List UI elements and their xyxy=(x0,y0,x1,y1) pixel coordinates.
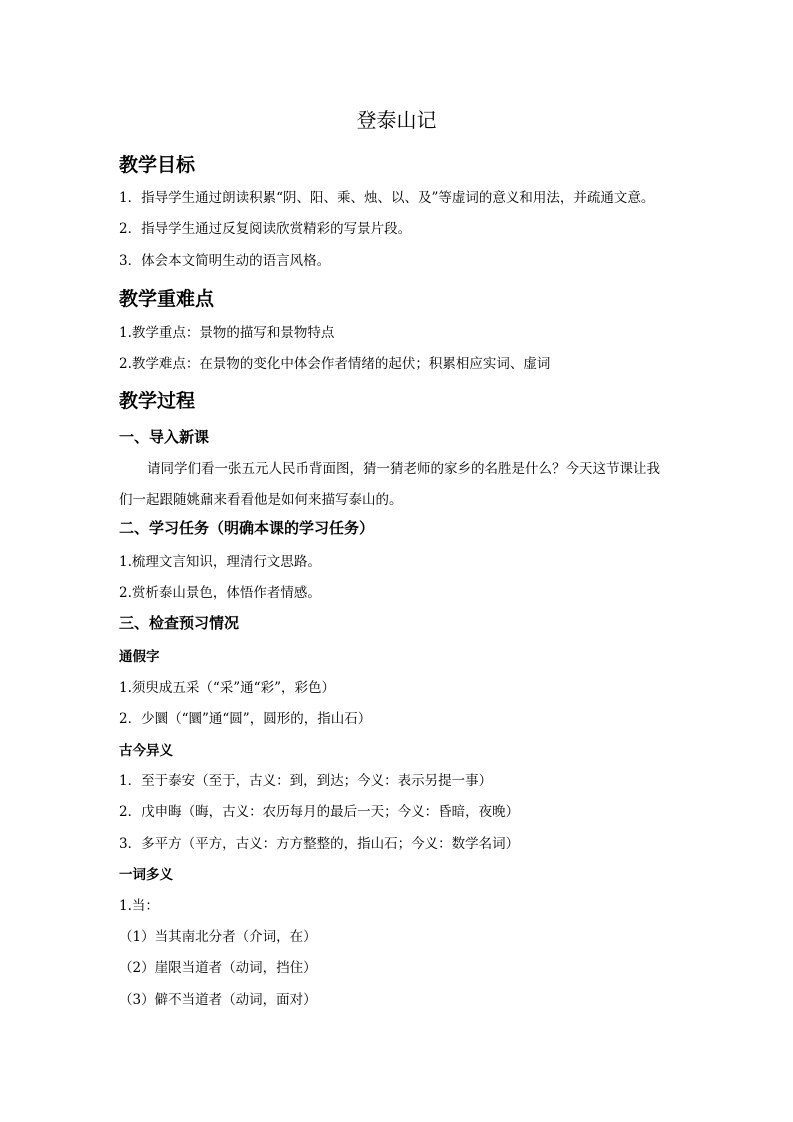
subsection-heading-preview: 三、检查预习情况 xyxy=(119,614,240,632)
intro-paragraph-line-2: 们一起跟随姚鼐来看看他是如何来描写泰山的。 xyxy=(119,492,403,508)
subsection-heading-tasks: 二、学习任务（明确本课的学习任务） xyxy=(119,519,375,537)
section-heading-process: 教学过程 xyxy=(119,390,196,412)
key-point-item-2: 2.教学难点：在景物的变化中体会作者情绪的起伏；积累相应实词、虚词 xyxy=(119,356,551,372)
tongjia-item-1: 1.须臾成五采（“采”通“彩”，彩色） xyxy=(119,680,335,696)
goal-item-3: 3．体会本文简明生动的语言风格。 xyxy=(119,253,331,269)
key-point-item-1: 1.教学重点：景物的描写和景物特点 xyxy=(119,325,335,341)
gujin-item-1: 1．至于泰安（至于，古义：到，到达；今义：表示另提一事） xyxy=(119,773,493,789)
section-heading-key-points: 教学重难点 xyxy=(119,288,215,310)
goal-item-1: 1．指导学生通过朗读积累“阴、阳、乘、烛、以、及”等虚词的意义和用法，并疏通文意。 xyxy=(119,190,655,206)
yici-item-2: （2）崖限当道者（动词，挡住） xyxy=(119,960,317,976)
topic-heading-tongjia: 通假字 xyxy=(119,649,160,665)
topic-heading-yici: 一词多义 xyxy=(119,867,173,883)
yici-item-1: （1）当其南北分者（介词，在） xyxy=(119,929,317,945)
intro-paragraph-line-1: 请同学们看一张五元人民币背面图，猜一猜老师的家乡的名胜是什么？今天这节课让我 xyxy=(147,461,660,477)
topic-heading-gujin: 古今异义 xyxy=(119,743,173,759)
yici-item-3: （3）僻不当道者（动词，面对） xyxy=(119,992,317,1008)
gujin-item-2: 2．戊申晦（晦，古义：农历每月的最后一天；今义：昏暗，夜晚） xyxy=(119,804,520,820)
section-heading-goals: 教学目标 xyxy=(119,154,196,176)
goal-item-2: 2．指导学生通过反复阅读欣赏精彩的写景片段。 xyxy=(119,221,412,237)
yici-word: 1.当： xyxy=(119,898,159,914)
task-item-1: 1.梳理文言知识，理清行文思路。 xyxy=(119,554,321,570)
task-item-2: 2.赏析泰山景色，体悟作者情感。 xyxy=(119,585,321,601)
gujin-item-3: 3．多平方（平方，古义：方方整整的，指山石；今义：数学名词） xyxy=(119,836,520,852)
tongjia-item-2: 2．少圜（“圜”通“圆”，圆形的，指山石） xyxy=(119,711,372,727)
subsection-heading-intro: 一、导入新课 xyxy=(119,428,210,446)
document-title: 登泰山记 xyxy=(356,108,437,132)
